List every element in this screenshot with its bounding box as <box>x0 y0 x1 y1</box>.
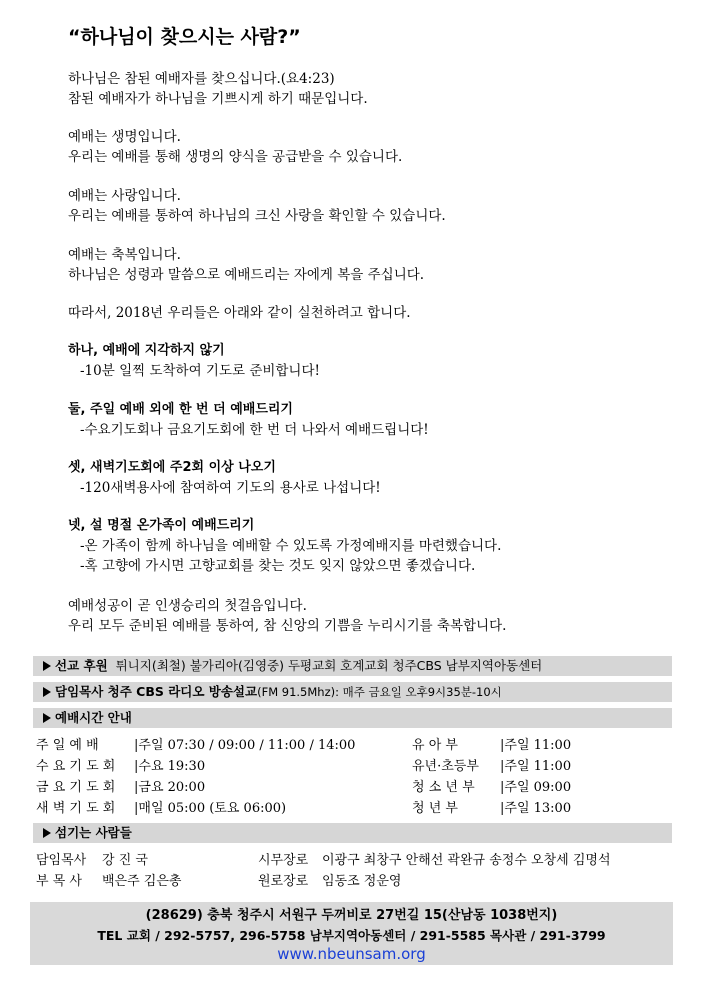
resolution-heading: 셋, 새벽기도회에 주2회 이상 나오기 <box>68 460 276 475</box>
mission-bar <box>33 656 672 676</box>
resolution-detail: -온 가족이 함께 하나님을 예배할 수 있도록 가정예배지를 마련했습니다. <box>80 538 502 554</box>
schedule-row: 주 일 예 배 |주일 07:30 / 09:00 / 11:00 / 14:00 <box>36 735 355 756</box>
servers-right-column <box>258 850 611 892</box>
service-time: 금요 20:00 <box>138 780 206 795</box>
server-row <box>36 850 181 871</box>
resolution-detail: -혹 고향에 가시면 고향교회를 찾는 것도 잊지 않았으면 좋겠습니다. <box>80 558 476 574</box>
resolution-heading: 하나, 예배에 지각하지 않기 <box>68 343 225 358</box>
schedule-row: 유년·초등부 |주일 11:00 <box>412 756 571 777</box>
resolution-4 <box>68 516 501 576</box>
resolution-detail: -120새벽용사에 참여하여 기도의 용사로 나섭니다! <box>80 480 381 496</box>
worship-love-paragraph <box>68 186 446 226</box>
paragraph-line: 예배는 축복입니다. <box>68 247 181 263</box>
broadcast-frequency: (FM 91.5Mhz) <box>257 685 336 699</box>
department-name: 청 소 년 부 <box>412 780 475 795</box>
mission-label: 선교 후원 <box>55 658 108 673</box>
arrow-right-icon <box>43 687 51 697</box>
resolution-detail: -수요기도회나 금요기도회에 한 번 더 나와서 예배드립니다! <box>80 422 429 438</box>
department-time: 주일 09:00 <box>504 780 572 795</box>
church-address: (28629) 충북 청주시 서원구 두꺼비로 27번길 15(산남동 1038번지) <box>145 908 558 923</box>
server-names: 임동조 정운영 <box>322 874 402 889</box>
service-time: 매일 05:00 (토요 06:00) <box>138 801 287 816</box>
service-name: 수 요 기 도 회 <box>36 759 116 774</box>
broadcast-time: : 매주 금요일 오후9시35분-10시 <box>335 685 502 699</box>
resolution-detail: -10분 일찍 도착하여 기도로 준비합니다! <box>80 363 320 379</box>
schedule-row: 유 아 부 |주일 11:00 <box>412 735 571 756</box>
schedule-row: 청 소 년 부 |주일 09:00 <box>412 777 571 798</box>
intro-line: 참된 예배자가 하나님을 기쁘시게 하기 때문입니다. <box>68 91 368 107</box>
server-row <box>258 871 611 892</box>
closing-paragraph <box>68 596 506 636</box>
service-name: 주 일 예 배 <box>36 738 99 753</box>
paragraph-line: 우리는 예배를 통해 생명의 양식을 공급받을 수 있습니다. <box>68 149 403 165</box>
service-time: 주일 07:30 / 09:00 / 11:00 / 14:00 <box>138 738 356 753</box>
broadcast-label: 담임목사 청주 CBS 라디오 방송설교 <box>55 684 258 699</box>
department-name: 유 아 부 <box>412 738 458 753</box>
schedule-title: 예배시간 안내 <box>55 710 132 725</box>
servers-left-column <box>36 850 181 892</box>
department-time: 주일 11:00 <box>504 738 572 753</box>
schedule-row: 새 벽 기 도 회 |매일 05:00 (토요 06:00) <box>36 798 355 819</box>
server-row <box>36 871 181 892</box>
schedule-header-bar <box>33 708 672 728</box>
website-link[interactable]: www.nbeunsam.org <box>277 945 426 963</box>
server-names: 백은주 김은총 <box>102 874 182 889</box>
department-time: 주일 13:00 <box>504 801 572 816</box>
paragraph-line: 우리는 예배를 통하여 하나님의 크신 사랑을 확인할 수 있습니다. <box>68 208 446 224</box>
resolution-3 <box>68 458 381 498</box>
server-row <box>258 850 611 871</box>
schedule-row: 금 요 기 도 회 |금요 20:00 <box>36 777 355 798</box>
schedule-row: 청 년 부 |주일 13:00 <box>412 798 571 819</box>
service-name: 금 요 기 도 회 <box>36 780 116 795</box>
service-name: 새 벽 기 도 회 <box>36 801 116 816</box>
paragraph-line: 예배성공이 곧 인생승리의 첫걸음입니다. <box>68 598 307 614</box>
broadcast-bar <box>33 682 672 702</box>
server-role: 담임목사 <box>36 853 87 868</box>
mission-text: 튀니지(최철) 불가리아(김영중) 두평교회 호계교회 청주CBS 남부지역아동센터 <box>115 658 543 673</box>
church-contact-footer <box>30 902 673 965</box>
servers-title: 섬기는 사람들 <box>55 825 132 840</box>
department-name: 청 년 부 <box>412 801 458 816</box>
therefore-paragraph <box>68 303 411 323</box>
arrow-right-icon <box>43 661 51 671</box>
worship-blessing-paragraph <box>68 245 424 285</box>
schedule-right-column <box>412 735 571 819</box>
schedule-row: 수 요 기 도 회 |수요 19:30 <box>36 756 355 777</box>
server-role: 시무장로 <box>258 853 309 868</box>
paragraph-line: 예배는 생명입니다. <box>68 129 181 145</box>
arrow-right-icon <box>43 713 51 723</box>
resolution-1 <box>68 341 320 381</box>
paragraph-line: 따라서, 2018년 우리들은 아래와 같이 실천하려고 합니다. <box>68 305 411 321</box>
server-role: 부 목 사 <box>36 874 82 889</box>
resolution-heading: 넷, 설 명절 온가족이 예배드리기 <box>68 518 255 533</box>
intro-paragraph <box>68 69 368 109</box>
paragraph-line: 우리 모두 준비된 예배를 통하여, 참 신앙의 기쁨을 누리시기를 축복합니다. <box>68 618 507 634</box>
arrow-right-icon <box>43 828 51 838</box>
service-time: 수요 19:30 <box>138 759 206 774</box>
servers-header-bar <box>33 823 672 843</box>
paragraph-line: 예배는 사랑입니다. <box>68 188 181 204</box>
server-role: 원로장로 <box>258 874 309 889</box>
department-name: 유년·초등부 <box>412 759 479 774</box>
paragraph-line: 하나님은 성령과 말씀으로 예배드리는 자에게 복을 주십니다. <box>68 267 425 283</box>
page-title: “하나님이 찾으시는 사람?” <box>68 26 301 48</box>
resolution-heading: 둘, 주일 예배 외에 한 번 더 예배드리기 <box>68 402 293 417</box>
worship-life-paragraph <box>68 127 402 167</box>
intro-line: 하나님은 참된 예배자를 찾으십니다.(요4:23) <box>68 71 335 87</box>
department-time: 주일 11:00 <box>504 759 572 774</box>
resolution-2 <box>68 400 429 440</box>
server-names: 이광구 최창구 안해선 곽완규 송정수 오창세 김명석 <box>322 853 611 868</box>
server-names: 강 진 국 <box>102 853 148 868</box>
schedule-left-column <box>36 735 355 819</box>
church-phones: TEL 교회 / 292-5757, 296-5758 남부지역아동센터 / 291-5585 목사관 / 291-3799 <box>97 928 606 943</box>
